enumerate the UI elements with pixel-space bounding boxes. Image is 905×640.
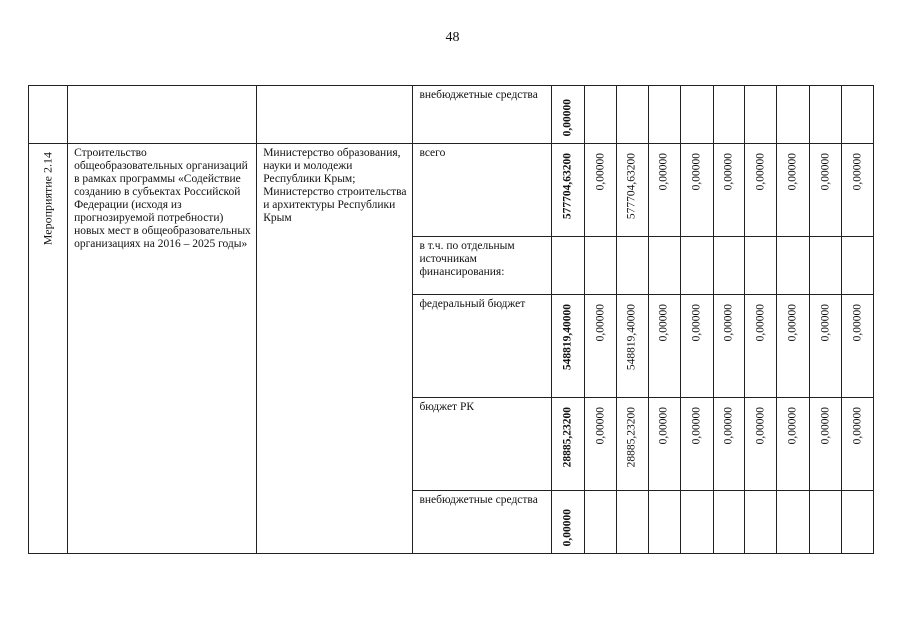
empty-cell [842, 86, 874, 144]
year-cell [810, 295, 842, 398]
empty-cell [680, 237, 713, 295]
year-value: 28885,23200 [625, 407, 638, 468]
empty-cell [810, 237, 842, 295]
event-id: Мероприятие 2.14 [40, 152, 55, 246]
year-cell [842, 144, 874, 237]
year-value: 0,00000 [657, 153, 670, 191]
year-value: 0,00000 [819, 304, 832, 342]
empty-cell [29, 86, 68, 144]
year-value: 0,00000 [690, 153, 703, 191]
empty-cell [648, 491, 680, 554]
empty-cell [842, 491, 874, 554]
year-cell [680, 398, 713, 491]
year-value: 0,00000 [786, 304, 799, 342]
year-value: 0,00000 [754, 153, 767, 191]
year-cell [585, 144, 617, 237]
year-cell [810, 398, 842, 491]
source-label-offbudget: внебюджетные средства [413, 491, 552, 554]
year-cell [745, 295, 777, 398]
empty-cell [777, 86, 810, 144]
total-cell [552, 491, 585, 554]
empty-cell [585, 491, 617, 554]
year-cell [648, 295, 680, 398]
year-value: 0,00000 [594, 407, 607, 445]
year-value: 0,00000 [594, 153, 607, 191]
total-value: 577704,63200 [561, 153, 574, 220]
total-value: 0,00000 [561, 98, 574, 136]
year-cell [616, 295, 648, 398]
year-cell [810, 144, 842, 237]
empty-cell [777, 237, 810, 295]
year-value: 0,00000 [754, 304, 767, 342]
year-value: 0,00000 [657, 304, 670, 342]
empty-cell [616, 86, 648, 144]
year-value: 0,00000 [851, 407, 864, 445]
year-cell [616, 144, 648, 237]
empty-cell [648, 237, 680, 295]
year-cell [616, 398, 648, 491]
event-executor: Министерство образования, науки и молодежи Республики Крым; Министерство строительства и архитектуры Республики Крым [257, 144, 413, 554]
empty-cell [713, 237, 745, 295]
budget-table [28, 85, 874, 554]
empty-cell [745, 491, 777, 554]
empty-cell [616, 237, 648, 295]
year-value: 577704,63200 [625, 153, 638, 220]
empty-cell [745, 237, 777, 295]
year-value: 0,00000 [722, 153, 735, 191]
empty-cell [713, 86, 745, 144]
empty-cell [842, 237, 874, 295]
year-cell [777, 295, 810, 398]
year-value: 548819,40000 [625, 304, 638, 371]
year-cell [713, 398, 745, 491]
table-row [29, 144, 874, 237]
year-value: 0,00000 [690, 407, 703, 445]
year-cell [842, 398, 874, 491]
empty-cell [552, 237, 585, 295]
year-cell [585, 295, 617, 398]
year-cell [680, 144, 713, 237]
year-cell [680, 295, 713, 398]
source-label-offbudget-top: внебюджетные средства [413, 86, 552, 144]
year-value: 0,00000 [786, 153, 799, 191]
year-value: 0,00000 [690, 304, 703, 342]
source-label-regional: бюджет РК [413, 398, 552, 491]
year-cell [713, 144, 745, 237]
source-label-federal: федеральный бюджет [413, 295, 552, 398]
source-label-all: всего [413, 144, 552, 237]
year-cell [745, 398, 777, 491]
total-cell [552, 144, 585, 237]
year-cell [777, 398, 810, 491]
source-label-sources-header: в т.ч. по отдельным источникам финансирования: [413, 237, 552, 295]
page-number: 48 [445, 30, 460, 45]
total-cell [552, 398, 585, 491]
empty-cell [713, 491, 745, 554]
year-value: 0,00000 [722, 407, 735, 445]
empty-cell [810, 86, 842, 144]
year-value: 0,00000 [819, 407, 832, 445]
table-row [29, 86, 874, 144]
empty-cell [585, 86, 617, 144]
empty-cell [810, 491, 842, 554]
total-cell [552, 86, 585, 144]
year-value: 0,00000 [722, 304, 735, 342]
empty-cell [745, 86, 777, 144]
total-value: 28885,23200 [561, 407, 574, 468]
year-cell [648, 398, 680, 491]
empty-cell [648, 86, 680, 144]
empty-cell [777, 491, 810, 554]
year-cell [585, 398, 617, 491]
year-value: 0,00000 [851, 304, 864, 342]
event-id-cell [29, 144, 68, 554]
year-cell [842, 295, 874, 398]
year-value: 0,00000 [851, 153, 864, 191]
total-cell [552, 295, 585, 398]
year-value: 0,00000 [657, 407, 670, 445]
total-value: 0,00000 [561, 508, 574, 546]
year-value: 0,00000 [594, 304, 607, 342]
total-value: 548819,40000 [561, 304, 574, 371]
year-cell [713, 295, 745, 398]
year-cell [777, 144, 810, 237]
empty-cell [680, 491, 713, 554]
year-cell [745, 144, 777, 237]
empty-cell [257, 86, 413, 144]
year-value: 0,00000 [786, 407, 799, 445]
year-cell [648, 144, 680, 237]
year-value: 0,00000 [819, 153, 832, 191]
empty-cell [680, 86, 713, 144]
empty-cell [68, 86, 257, 144]
year-value: 0,00000 [754, 407, 767, 445]
event-description: Строительство общеобразовательных организаций в рамках программы «Содействие созданию в субъектах Российской Федерации (исходя из прогнозируемой потребности) новых мест в общеобразовательных организациях на 2016 – 2025 годы» [68, 144, 257, 554]
empty-cell [616, 491, 648, 554]
empty-cell [585, 237, 617, 295]
